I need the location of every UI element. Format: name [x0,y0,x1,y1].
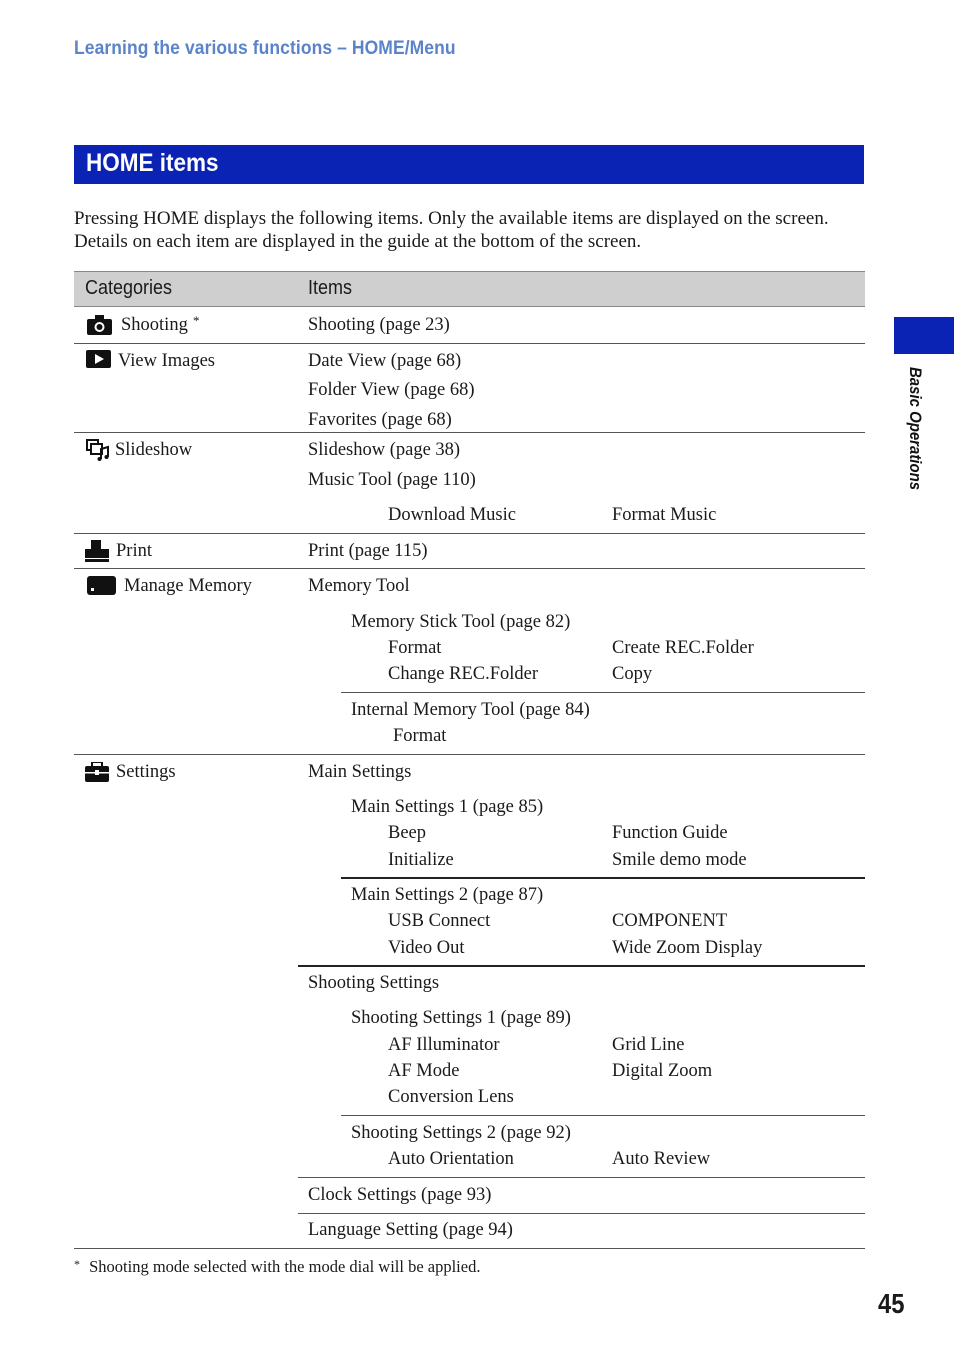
item-date-view: Date View (page 68) [308,351,462,371]
item-digital-zoom: Digital Zoom [612,1061,713,1081]
item-shooting-settings-2: Shooting Settings 2 (page 92) [351,1123,571,1143]
item-auto-review: Auto Review [612,1149,711,1169]
item-favorites: Favorites (page 68) [308,410,452,430]
side-tab [894,317,954,354]
item-shooting: Shooting (page 23) [308,315,450,335]
row-divider [74,754,865,755]
item-internal-format: Format [393,726,447,746]
group-divider [298,1177,865,1178]
item-af-mode: AF Mode [388,1061,460,1081]
category-view-images-label: View Images [118,351,216,371]
section-title: HOME items [86,149,219,177]
item-conversion-lens: Conversion Lens [388,1087,514,1107]
print-icon [85,540,109,562]
category-print-label: Print [116,541,152,561]
side-label-text: Basic Operations [906,367,925,491]
memory-card-icon [87,576,116,595]
item-video-out: Video Out [388,938,465,958]
header-items: Items [308,277,353,299]
category-slideshow-label: Slideshow [115,440,193,460]
item-memory-tool: Memory Tool [308,576,410,596]
intro-paragraph: Pressing HOME displays the following items. Only the available items are displayed on the screen. Details on each item are displayed in the guide at the bottom of the screen. [74,208,829,252]
category-settings-label: Settings [116,762,176,782]
item-print: Print (page 115) [308,541,428,561]
item-component: COMPONENT [612,911,728,931]
item-memory-stick-tool: Memory Stick Tool (page 82) [351,612,571,632]
section-title-bar [74,145,864,184]
item-create-rec-folder: Create REC.Folder [612,638,754,658]
item-wide-zoom-display: Wide Zoom Display [612,938,763,958]
item-format-music: Format Music [612,505,717,525]
item-change-rec-folder: Change REC.Folder [388,664,539,684]
category-manage-memory-label: Manage Memory [124,576,252,596]
item-usb-connect: USB Connect [388,911,491,931]
row-divider [74,343,865,344]
table-header [74,271,865,307]
category-shooting-label: Shooting [121,315,188,335]
slideshow-icon [86,439,110,461]
row-divider [74,568,865,569]
item-main-settings: Main Settings [308,762,412,782]
item-function-guide: Function Guide [612,823,728,843]
sub-divider [341,692,865,693]
footnote-text: Shooting mode selected with the mode dial will be applied. [89,1257,481,1276]
row-divider [74,533,865,534]
item-main-settings-1: Main Settings 1 (page 85) [351,797,544,817]
item-beep: Beep [388,823,427,843]
page-number: 45 [878,1288,905,1319]
item-main-settings-2: Main Settings 2 (page 87) [351,885,544,905]
group-divider [298,1213,865,1214]
toolbox-icon [85,762,109,782]
item-smile-demo-mode: Smile demo mode [612,850,747,870]
row-divider [74,432,865,433]
side-label [903,367,927,507]
item-language-setting: Language Setting (page 94) [308,1220,513,1240]
item-auto-orientation: Auto Orientation [388,1149,514,1169]
footnote-mark: * [193,313,200,328]
item-internal-memory-tool: Internal Memory Tool (page 84) [351,700,590,720]
item-shooting-settings-1: Shooting Settings 1 (page 89) [351,1008,571,1028]
camera-icon [87,315,112,335]
table-bottom-rule [74,1248,865,1249]
sub-divider [341,877,865,879]
footnote-mark: * [74,1257,80,1271]
item-grid-line: Grid Line [612,1035,685,1055]
item-shooting-settings: Shooting Settings [308,973,440,993]
item-ms-format: Format [388,638,442,658]
play-icon [86,350,111,368]
footnote [74,1257,480,1277]
item-af-illuminator: AF Illuminator [388,1035,500,1055]
item-slideshow: Slideshow (page 38) [308,440,461,460]
sub-divider [341,1115,865,1116]
item-copy: Copy [612,664,653,684]
item-folder-view: Folder View (page 68) [308,380,475,400]
item-clock-settings: Clock Settings (page 93) [308,1185,492,1205]
header-categories: Categories [85,277,173,299]
group-divider [298,965,865,967]
running-head: Learning the various functions – HOME/Menu [74,38,456,59]
item-music-tool: Music Tool (page 110) [308,470,476,490]
item-download-music: Download Music [388,505,516,525]
item-initialize: Initialize [388,850,454,870]
